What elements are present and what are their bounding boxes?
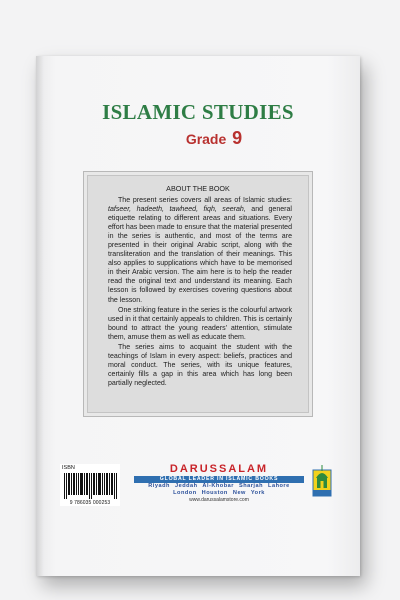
publisher-info xyxy=(130,464,308,506)
publisher-tagline: GLOBAL LEADER IN ISLAMIC BOOKS xyxy=(134,476,304,483)
barcode-icon xyxy=(63,473,117,499)
grade-number: 9 xyxy=(232,128,243,148)
about-text xyxy=(108,196,292,388)
about-paragraph-1: The present series covers all areas of Islamic studies: tafseer, hadeeth, tawheed, fiqh, seerah, and general etiquette relating to different areas and situations. Every effort has been made to ensure that the material presented in the series is authentic, and most of the terms are presented in their original Arabic script, along with the transliteration and the translation of their meanings. This also applies to supplications which have to be memorised in their Arabic version. The aim here is to help the reader read the original text and understand its meaning. Each lesson is followed by exercises covering questions about the lesson. xyxy=(108,197,292,304)
publisher-name: DARUSSALAM xyxy=(169,463,269,475)
publisher-cities-line-2: London Houston New York xyxy=(173,490,265,496)
about-paragraph-3: The series aims to acquaint the student with the teachings of Islam in every aspect: beliefs, practices and moral conduct. The series, with its unique features, certainly fills a gap in this area which has long been partially neglected. xyxy=(108,343,292,387)
book-back-cover xyxy=(36,56,360,576)
about-heading: ABOUT THE BOOK xyxy=(166,184,230,193)
book-title: ISLAMIC STUDIES xyxy=(102,100,294,124)
about-paragraph-2: One striking feature in the series is the colourful artwork used in it that certainly appeals to children. This is certainly bound to attract the young readers' attention, stimulate them, amuse them as well as educate them. xyxy=(108,306,292,341)
publisher-website: www.darussalamstore.com xyxy=(189,497,249,503)
grade-label xyxy=(36,128,360,149)
publisher-band xyxy=(60,464,336,506)
isbn-barcode-box xyxy=(60,464,120,506)
publisher-cities-line-1: Riyadh Jeddah Al-Khobar Sharjah Lahore xyxy=(148,483,290,489)
grade-word: Grade xyxy=(185,131,227,147)
darussalam-logo-icon xyxy=(312,464,332,498)
isbn-number: 9 786035 000253 xyxy=(69,500,111,506)
isbn-label: ISBN xyxy=(62,465,75,471)
about-the-book-panel xyxy=(83,171,313,417)
